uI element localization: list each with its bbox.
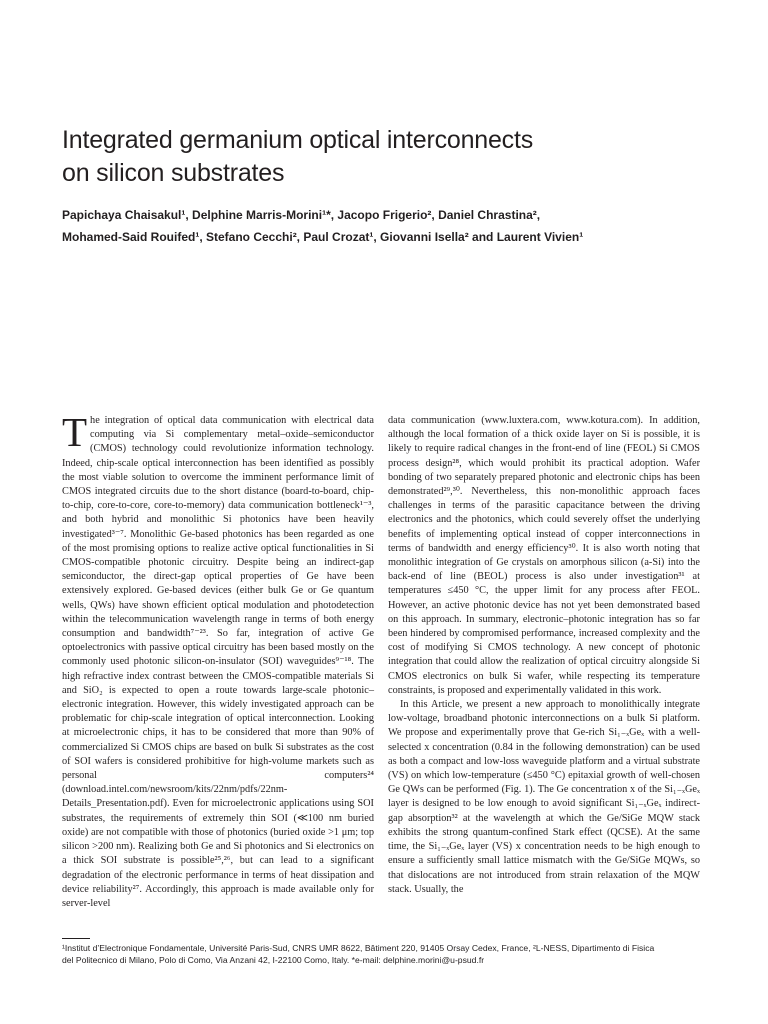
affiliation-footnote <box>62 942 732 966</box>
body-paragraph <box>62 409 374 911</box>
paragraph-text: he integration of optical data communication with electrical data computing via Si complementary metal–oxide–semiconductor (CMOS) technology could revolutionize information technology. Indeed, chip-scale optical interconnection has been identified as possibly the most viable solution to overcome the imminent performance limit of CMOS integrated circuits due to the short distance (board-to-board, chip-to-chip, core-to-core, core-to-memory) data communication bottleneck¹⁻³, and both hybrid and monolithic Si photonics have been heavily investigated³⁻⁷. Monolithic Ge-based photonics has been regarded as one of the most promising options to realize active optical functionalities in Si CMOS-compatible photonic circuitry. Despite being an indirect-gap semiconductor, the direct-gap optical properties of Ge have been extensively explored. Ge-based devices (either bulk Ge or Ge quantum wells, QWs) have shown efficient optical modulation and photodetection within the telecommunication wavelength range in terms of both energy consumption and bandwidth⁷⁻²³. So far, integration of active Ge optoelectronics with passive optical circuitry has been based mostly on the commonly used photonic silicon-on-insulator (SOI) waveguides⁹⁻¹⁸. The high refractive index contrast between the CMOS-compatible materials Si and SiO₂ is expected to open a route towards large-scale photonic–electronic integration. However, this widely investigated approach can be problematic for chip-scale integration of optical interconnection. Looking at microelectronic chips, it has to be considered that more than 90% of commercialized Si CMOS chips are based on bulk Si substrates as the cost of SOI wafers is considered prohibitive for high-volume markets such as personal computers²⁴ (download.intel.com/newsroom/kits/22nm/pdfs/22nm-Details_Presentation.pdf). Even for microelectronic applications using SOI substrates, the requirements of extremely thin SOI (≪100 nm buried oxide) are not compatible with those of photonics (buried oxide >1 μm; top silicon >200 nm). Realizing both Ge and Si photonics and Si electronics on a thick SOI substrate is possible²⁵,²⁶, but can lead to a significant degradation of the electronic performance in terms of heat dissipation and device reliability²⁷. Accordingly, this approach is made available only for server-level <box>62 415 374 909</box>
footnote-line: ¹Institut d’Electronique Fondamentale, Université Paris-Sud, CNRS UMR 8622, Bâtiment 220, 91405 Orsay Cedex, France, ²L-NESS, Dipartimento di Fisica <box>62 943 655 953</box>
article-title-line: on silicon substrates <box>62 159 285 187</box>
body-column-left <box>62 409 374 911</box>
footnote-line: del Politecnico di Milano, Polo di Como, Via Anzani 42, I-22100 Como, Italy. *e-mail: delphine.morini@u-psud.fr <box>62 955 485 965</box>
body-paragraph: In this Article, we present a new approach to monolithically integrate low-voltage, broadband photonic interconnections on a bulk Si platform. We propose and experimentally prove that Ge-rich Si₁₋ₓGeₓ with a well-selected x concentration (0.84 in the following demonstration) can be used as both a compact and low-loss waveguide platform and a virtual substrate (VS) on which low-temperature (≤450 °C) epitaxial growth of well-chosen Ge QWs can be performed (Fig. 1). The Ge concentration x of the Si₁₋ₓGeₓ layer is designed to be low enough to avoid significant Si₁₋ₓGeₓ indirect-gap absorption³² at the wavelength at which the Ge/SiGe MQW stack exhibits the strong quantum-confined Stark effect (QCSE). At the same time, the Si₁₋ₓGeₓ layer (VS) x concentration needs to be high enough to ensure a sufficiently small lattice mismatch with the Ge/SiGe MQWs, so that dislocations are not introduced from strain relaxation of the MQW stack. Usually, the <box>388 699 700 895</box>
article-title-line: Integrated germanium optical interconnects <box>62 126 534 154</box>
author-list <box>62 204 742 248</box>
drop-cap: T <box>62 409 88 455</box>
article-title <box>62 124 722 190</box>
body-column-right <box>388 414 700 897</box>
footnote-divider <box>62 938 90 939</box>
body-paragraph: data communication (www.luxtera.com, www.kotura.com). In addition, although the local formation of a thick oxide layer on Si is possible, it is likely to require radical changes in the front-end of line (FEOL) Si CMOS process design²⁸, which would prohibit its practical adoption. Wafer bonding of two separately prepared photonic and electronic chips has been demonstrated²⁹,³⁰. Nevertheless, this non-monolithic approach faces challenges in terms of the parasitic capacitance between the driving electronics and the photonics, which could severely offset the underlying benefits of implementing optical instead of copper interconnections in terms of bandwidth and energy efficiency³⁰. It is also worth noting that monolithic integration of Ge crystals on amorphous silicon (a-Si) into the back-end of line (BEOL) process is also under investigation³¹ at temperatures ≤450 °C, the upper limit for any process after FEOL. However, an active photonic device has not yet been demonstrated based on this approach. In summary, electronic–photonic integration has so far been hindered by compromised performance, increased complexity and the cost of modifying Si CMOS technology. A new concept of photonic integration that could allow the realization of optical circuitry alongside Si CMOS electronics on bulk Si wafer, while respecting its temperature constraints, is proposed and experimentally validated in this work. <box>388 415 700 696</box>
author-line: Papichaya Chaisakul¹, Delphine Marris-Morini¹*, Jacopo Frigerio², Daniel Chrastina², <box>62 208 541 222</box>
author-line: Mohamed-Said Rouifed¹, Stefano Cecchi², Paul Crozat¹, Giovanni Isella² and Laurent Vivien¹ <box>62 230 584 244</box>
